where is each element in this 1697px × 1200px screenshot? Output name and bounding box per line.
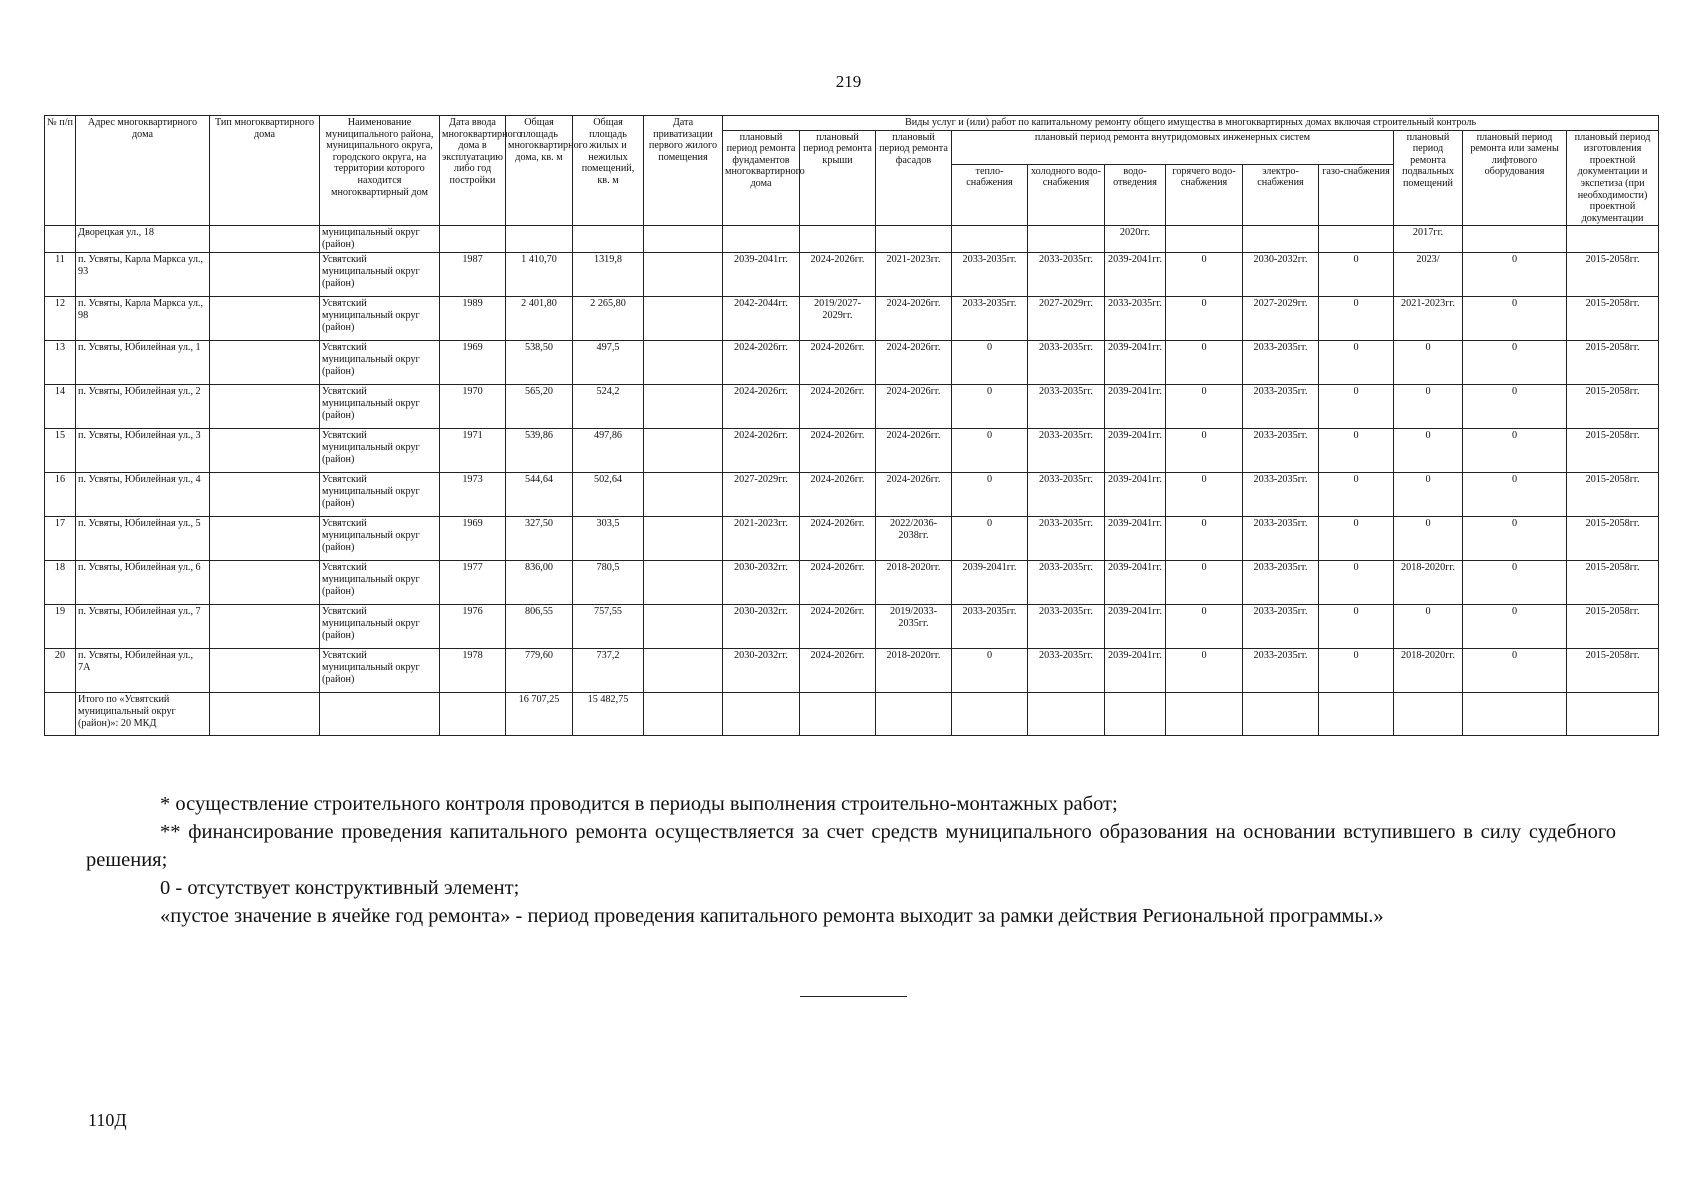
cell-privatization — [644, 341, 723, 385]
cell-electric: 2033-2035гг. — [1243, 649, 1319, 693]
header-total-area: Общая площадь многоквартирного дома, кв. м — [506, 116, 573, 226]
cell-cold-water: 2033-2035гг. — [1028, 429, 1105, 473]
table-row — [45, 253, 1659, 297]
cell-drainage: 2039-2041гг. — [1105, 253, 1166, 297]
cell-basement: 0 — [1394, 473, 1463, 517]
cell-elevator: 0 — [1463, 517, 1567, 561]
note-empty-meaning: «пустое значение в ячейке год ремонта» - период проведения капитального ремонта выходит за рамки действия Региональной программы.» — [160, 905, 1384, 927]
cell-foundation: 2021-2023гг. — [723, 517, 800, 561]
bottom-divider — [800, 996, 907, 997]
cell-num: 20 — [45, 649, 76, 693]
cell-num — [45, 226, 76, 253]
cell-roof: 2024-2026гг. — [800, 253, 876, 297]
cell-year: 1989 — [440, 297, 506, 341]
cell-house-type — [210, 297, 320, 341]
cell-house-type — [210, 473, 320, 517]
header-okrug: Наименование муниципального района, муниципального округа, городского округа, на территории которого находится многоквартирный дом — [320, 116, 440, 226]
cell-hot-water: 0 — [1166, 561, 1243, 605]
cell-year: 1969 — [440, 341, 506, 385]
table-row — [45, 297, 1659, 341]
header-privatization: Дата приватизации первого жилого помещения — [644, 116, 723, 226]
cell-gas — [1319, 693, 1394, 736]
cell-basement: 0 — [1394, 517, 1463, 561]
cell-house-type — [210, 429, 320, 473]
cell-cold-water: 2033-2035гг. — [1028, 649, 1105, 693]
cell-roof: 2024-2026гг. — [800, 517, 876, 561]
cell-house-type — [210, 693, 320, 736]
cell-roof: 2024-2026гг. — [800, 473, 876, 517]
cell-hot-water: 0 — [1166, 341, 1243, 385]
cell-electric: 2033-2035гг. — [1243, 561, 1319, 605]
table-row — [45, 341, 1659, 385]
header-works-group: Виды услуг и (или) работ по капитальному ремонту общего имущества в многоквартирных домах включая строительный контроль — [723, 116, 1659, 131]
cell-facade — [876, 693, 952, 736]
cell-cold-water: 2033-2035гг. — [1028, 385, 1105, 429]
cell-living-area: 502,64 — [573, 473, 644, 517]
table-row-continuation — [45, 226, 1659, 253]
header-gas: газо-снабжения — [1319, 164, 1394, 226]
cell-drainage — [1105, 693, 1166, 736]
cell-electric: 2033-2035гг. — [1243, 385, 1319, 429]
cell-roof: 2019/2027-2029гг. — [800, 297, 876, 341]
cell-year: 1970 — [440, 385, 506, 429]
cell-hot-water: 0 — [1166, 385, 1243, 429]
cell-elevator — [1463, 226, 1567, 253]
table-row — [45, 429, 1659, 473]
cell-drainage: 2039-2041гг. — [1105, 429, 1166, 473]
cell-gas: 0 — [1319, 297, 1394, 341]
cell-year: 1987 — [440, 253, 506, 297]
cell-heat: 2039-2041гг. — [952, 561, 1028, 605]
cell-okrug: Усвятский муниципальный округ (район) — [320, 253, 440, 297]
cell-design-docs: 2015-2058гг. — [1567, 473, 1659, 517]
cell-hot-water: 0 — [1166, 649, 1243, 693]
cell-facade: 2024-2026гг. — [876, 473, 952, 517]
cell-gas: 0 — [1319, 517, 1394, 561]
cell-basement: 0 — [1394, 385, 1463, 429]
cell-gas: 0 — [1319, 385, 1394, 429]
table-body — [45, 226, 1659, 693]
header-foundation: плановый период ремонта фундаментов многоквартирного дома — [723, 130, 800, 226]
cell-elevator: 0 — [1463, 429, 1567, 473]
cell-privatization — [644, 253, 723, 297]
cell-facade: 2018-2020гг. — [876, 649, 952, 693]
cell-gas: 0 — [1319, 473, 1394, 517]
cell-num: 16 — [45, 473, 76, 517]
cell-design-docs: 2015-2058гг. — [1567, 561, 1659, 605]
cell-drainage: 2039-2041гг. — [1105, 561, 1166, 605]
cell-total-area: 779,60 — [506, 649, 573, 693]
cell-hot-water — [1166, 226, 1243, 253]
cell-okrug: Усвятский муниципальный округ (район) — [320, 341, 440, 385]
cell-heat: 0 — [952, 429, 1028, 473]
cell-design-docs — [1567, 693, 1659, 736]
cell-elevator: 0 — [1463, 473, 1567, 517]
cell-electric: 2033-2035гг. — [1243, 517, 1319, 561]
cell-design-docs: 2015-2058гг. — [1567, 341, 1659, 385]
cell-address: п. Усвяты, Юбилейная ул., 4 — [76, 473, 210, 517]
cell-cold-water — [1028, 226, 1105, 253]
cell-num: 17 — [45, 517, 76, 561]
cell-house-type — [210, 226, 320, 253]
cell-foundation: 2030-2032гг. — [723, 561, 800, 605]
cell-gas: 0 — [1319, 253, 1394, 297]
cell-okrug: Усвятский муниципальный округ (район) — [320, 605, 440, 649]
capital-repair-table — [44, 115, 1659, 736]
header-num: № п/п — [45, 116, 76, 226]
cell-cold-water: 2027-2029гг. — [1028, 297, 1105, 341]
cell-hot-water: 0 — [1166, 517, 1243, 561]
cell-year: 1976 — [440, 605, 506, 649]
cell-gas: 0 — [1319, 561, 1394, 605]
cell-num: 11 — [45, 253, 76, 297]
cell-privatization — [644, 693, 723, 736]
cell-num: 12 — [45, 297, 76, 341]
cell-privatization — [644, 297, 723, 341]
cell-living-area — [573, 226, 644, 253]
notes-block — [86, 790, 1616, 930]
cell-cold-water: 2033-2035гг. — [1028, 517, 1105, 561]
total-label: Итого по «Усвятский муниципальный округ (район)»: 20 МКД — [76, 693, 210, 736]
cell-total-area: 327,50 — [506, 517, 573, 561]
cell-privatization — [644, 473, 723, 517]
cell-gas: 0 — [1319, 429, 1394, 473]
cell-okrug: Усвятский муниципальный округ (район) — [320, 297, 440, 341]
cell-heat — [952, 226, 1028, 253]
cell-basement: 2023/ — [1394, 253, 1463, 297]
cell-gas: 0 — [1319, 341, 1394, 385]
cell-electric: 2033-2035гг. — [1243, 473, 1319, 517]
cell-roof: 2024-2026гг. — [800, 649, 876, 693]
cell-design-docs — [1567, 226, 1659, 253]
header-address: Адрес многоквартирного дома — [76, 116, 210, 226]
cell-electric: 2030-2032гг. — [1243, 253, 1319, 297]
table-row — [45, 517, 1659, 561]
header-elevator: плановый период ремонта или замены лифтового оборудования — [1463, 130, 1567, 226]
cell-facade: 2022/2036-2038гг. — [876, 517, 952, 561]
cell-house-type — [210, 561, 320, 605]
cell-okrug — [320, 693, 440, 736]
cell-hot-water: 0 — [1166, 429, 1243, 473]
total-area-sum: 16 707,25 — [506, 693, 573, 736]
cell-foundation: 2030-2032гг. — [723, 605, 800, 649]
cell-total-area: 539,86 — [506, 429, 573, 473]
cell-hot-water: 0 — [1166, 473, 1243, 517]
cell-basement: 2018-2020гг. — [1394, 561, 1463, 605]
page-number: 219 — [835, 72, 862, 91]
cell-design-docs: 2015-2058гг. — [1567, 605, 1659, 649]
cell-address: п. Усвяты, Юбилейная ул., 6 — [76, 561, 210, 605]
cell-design-docs: 2015-2058гг. — [1567, 517, 1659, 561]
cell-cold-water — [1028, 693, 1105, 736]
cell-elevator — [1463, 693, 1567, 736]
cell-house-type — [210, 605, 320, 649]
cell-address: п. Усвяты, Юбилейная ул., 3 — [76, 429, 210, 473]
cell-electric: 2033-2035гг. — [1243, 341, 1319, 385]
cell-year: 1971 — [440, 429, 506, 473]
cell-address: п. Усвяты, Юбилейная ул., 7 — [76, 605, 210, 649]
cell-year — [440, 693, 506, 736]
cell-gas — [1319, 226, 1394, 253]
cell-elevator: 0 — [1463, 385, 1567, 429]
cell-elevator: 0 — [1463, 253, 1567, 297]
header-design-docs: плановый период изготовления проектной документации и экспетиза (при необходимости) проектной документации — [1567, 130, 1659, 226]
cell-okrug: Усвятский муниципальный округ (район) — [320, 429, 440, 473]
cell-total-area: 2 401,80 — [506, 297, 573, 341]
table-row-total — [45, 693, 1659, 736]
cell-total-area — [506, 226, 573, 253]
cell-heat: 2033-2035гг. — [952, 297, 1028, 341]
cell-total-area: 1 410,70 — [506, 253, 573, 297]
header-facade: плановый период ремонта фасадов — [876, 130, 952, 226]
cell-address: п. Усвяты, Юбилейная ул., 2 — [76, 385, 210, 429]
cell-privatization — [644, 605, 723, 649]
cell-heat: 0 — [952, 385, 1028, 429]
cell-address: п. Усвяты, Юбилейная ул., 5 — [76, 517, 210, 561]
note-construction-control: * осуществление строительного контроля проводится в периоды выполнения строительно-монтажных работ; — [160, 793, 1118, 815]
cell-heat: 0 — [952, 341, 1028, 385]
cell-total-area: 565,20 — [506, 385, 573, 429]
cell-okrug: Усвятский муниципальный округ (район) — [320, 649, 440, 693]
header-roof: плановый период ремонта крыши — [800, 130, 876, 226]
cell-facade: 2024-2026гг. — [876, 341, 952, 385]
cell-foundation: 2027-2029гг. — [723, 473, 800, 517]
cell-basement: 2021-2023гг. — [1394, 297, 1463, 341]
header-basement: плановый период ремонта подвальных помещений — [1394, 130, 1463, 226]
cell-house-type — [210, 253, 320, 297]
header-hot-water: горячего водо-снабжения — [1166, 164, 1243, 226]
cell-living-area: 524,2 — [573, 385, 644, 429]
cell-house-type — [210, 649, 320, 693]
cell-cold-water: 2033-2035гг. — [1028, 253, 1105, 297]
cell-design-docs: 2015-2058гг. — [1567, 253, 1659, 297]
cell-basement: 2018-2020гг. — [1394, 649, 1463, 693]
capital-repair-table-wrapper — [44, 115, 1658, 736]
cell-heat: 0 — [952, 649, 1028, 693]
cell-design-docs: 2015-2058гг. — [1567, 649, 1659, 693]
cell-cold-water: 2033-2035гг. — [1028, 341, 1105, 385]
cell-drainage: 2039-2041гг. — [1105, 649, 1166, 693]
cell-year: 1969 — [440, 517, 506, 561]
cell-living-area: 2 265,80 — [573, 297, 644, 341]
cell-foundation: 2039-2041гг. — [723, 253, 800, 297]
header-house-type: Тип многоквартирного дома — [210, 116, 320, 226]
cell-okrug: Усвятский муниципальный округ (район) — [320, 517, 440, 561]
cell-year: 1973 — [440, 473, 506, 517]
cell-hot-water: 0 — [1166, 297, 1243, 341]
footer-code: 110Д — [88, 1110, 127, 1130]
header-commission-date: Дата ввода многоквартирного дома в эксплуатацию либо год постройки — [440, 116, 506, 226]
cell-living-area: 737,2 — [573, 649, 644, 693]
header-electric: электро-снабжения — [1243, 164, 1319, 226]
cell-roof — [800, 226, 876, 253]
note-zero-meaning: 0 - отсутствует конструктивный элемент; — [160, 877, 520, 899]
cell-living-area: 1319,8 — [573, 253, 644, 297]
cell-address: п. Усвяты, Карла Маркса ул., 98 — [76, 297, 210, 341]
cell-privatization — [644, 429, 723, 473]
cell-foundation: 2042-2044гг. — [723, 297, 800, 341]
cell-privatization — [644, 385, 723, 429]
cell-elevator: 0 — [1463, 605, 1567, 649]
cell-total-area: 538,50 — [506, 341, 573, 385]
header-living-area: Общая площадь жилых и нежилых помещений, кв. м — [573, 116, 644, 226]
cell-facade: 2024-2026гг. — [876, 429, 952, 473]
cell-total-area: 836,00 — [506, 561, 573, 605]
living-area-sum: 15 482,75 — [573, 693, 644, 736]
cell-basement: 2017гг. — [1394, 226, 1463, 253]
cell-living-area: 780,5 — [573, 561, 644, 605]
cell-facade: 2019/2033-2035гг. — [876, 605, 952, 649]
cell-drainage: 2020гг. — [1105, 226, 1166, 253]
cell-hot-water — [1166, 693, 1243, 736]
cell-drainage: 2033-2035гг. — [1105, 297, 1166, 341]
header-engineering-group: плановый период ремонта внутридомовых инженерных систем — [952, 130, 1394, 164]
cell-num: 15 — [45, 429, 76, 473]
cell-electric — [1243, 226, 1319, 253]
cell-basement: 0 — [1394, 429, 1463, 473]
cell-heat: 2033-2035гг. — [952, 253, 1028, 297]
cell-gas: 0 — [1319, 605, 1394, 649]
cell-okrug: Усвятский муниципальный округ (район) — [320, 385, 440, 429]
cell-total-area: 806,55 — [506, 605, 573, 649]
table-row — [45, 385, 1659, 429]
cell-design-docs: 2015-2058гг. — [1567, 429, 1659, 473]
cell-roof: 2024-2026гг. — [800, 561, 876, 605]
cell-drainage: 2039-2041гг. — [1105, 473, 1166, 517]
cell-num: 13 — [45, 341, 76, 385]
cell-roof: 2024-2026гг. — [800, 341, 876, 385]
cell-address: п. Усвяты, Карла Маркса ул., 93 — [76, 253, 210, 297]
cell-cold-water: 2033-2035гг. — [1028, 605, 1105, 649]
cell-address: п. Усвяты, Юбилейная ул., 1 — [76, 341, 210, 385]
cell-roof: 2024-2026гг. — [800, 385, 876, 429]
cell-roof — [800, 693, 876, 736]
cell-elevator: 0 — [1463, 649, 1567, 693]
cell-elevator: 0 — [1463, 341, 1567, 385]
cell-house-type — [210, 341, 320, 385]
cell-hot-water: 0 — [1166, 605, 1243, 649]
cell-num: 19 — [45, 605, 76, 649]
header-cold-water: холодного водо-снабжения — [1028, 164, 1105, 226]
cell-privatization — [644, 649, 723, 693]
cell-house-type — [210, 517, 320, 561]
cell-house-type — [210, 385, 320, 429]
table-row — [45, 561, 1659, 605]
cell-privatization — [644, 561, 723, 605]
cell-foundation: 2024-2026гг. — [723, 429, 800, 473]
cell-design-docs: 2015-2058гг. — [1567, 297, 1659, 341]
cell-year: 1977 — [440, 561, 506, 605]
cell-address: Дворецкая ул., 18 — [76, 226, 210, 253]
cell-heat: 0 — [952, 473, 1028, 517]
cell-total-area: 544,64 — [506, 473, 573, 517]
cell-electric: 2033-2035гг. — [1243, 429, 1319, 473]
cell-okrug: Усвятский муниципальный округ (район) — [320, 473, 440, 517]
cell-year: 1978 — [440, 649, 506, 693]
cell-elevator: 0 — [1463, 297, 1567, 341]
cell-roof: 2024-2026гг. — [800, 605, 876, 649]
cell-electric — [1243, 693, 1319, 736]
note-financing: ** финансирование проведения капитального ремонта осуществляется за счет средств муниципального образования на основании вступившего в силу судебного решения; — [86, 821, 1616, 871]
cell-num — [45, 693, 76, 736]
cell-drainage: 2039-2041гг. — [1105, 517, 1166, 561]
cell-basement — [1394, 693, 1463, 736]
cell-okrug: муниципальный округ (район) — [320, 226, 440, 253]
cell-privatization — [644, 517, 723, 561]
table-row — [45, 473, 1659, 517]
cell-heat: 0 — [952, 517, 1028, 561]
cell-living-area: 497,86 — [573, 429, 644, 473]
cell-facade: 2024-2026гг. — [876, 385, 952, 429]
cell-basement: 0 — [1394, 605, 1463, 649]
cell-electric: 2027-2029гг. — [1243, 297, 1319, 341]
cell-foundation: 2024-2026гг. — [723, 385, 800, 429]
cell-foundation — [723, 693, 800, 736]
table-row — [45, 605, 1659, 649]
cell-facade — [876, 226, 952, 253]
cell-foundation: 2024-2026гг. — [723, 341, 800, 385]
cell-num: 18 — [45, 561, 76, 605]
cell-gas: 0 — [1319, 649, 1394, 693]
cell-privatization — [644, 226, 723, 253]
cell-okrug: Усвятский муниципальный округ (район) — [320, 561, 440, 605]
cell-cold-water: 2033-2035гг. — [1028, 561, 1105, 605]
cell-electric: 2033-2035гг. — [1243, 605, 1319, 649]
cell-facade: 2021-2023гг. — [876, 253, 952, 297]
cell-living-area: 497,5 — [573, 341, 644, 385]
cell-hot-water: 0 — [1166, 253, 1243, 297]
cell-drainage: 2039-2041гг. — [1105, 385, 1166, 429]
cell-cold-water: 2033-2035гг. — [1028, 473, 1105, 517]
cell-heat — [952, 693, 1028, 736]
cell-facade: 2018-2020гг. — [876, 561, 952, 605]
cell-foundation — [723, 226, 800, 253]
cell-basement: 0 — [1394, 341, 1463, 385]
cell-living-area: 303,5 — [573, 517, 644, 561]
cell-drainage: 2039-2041гг. — [1105, 605, 1166, 649]
cell-num: 14 — [45, 385, 76, 429]
header-heat: тепло-снабжения — [952, 164, 1028, 226]
table-row — [45, 649, 1659, 693]
cell-roof: 2024-2026гг. — [800, 429, 876, 473]
cell-drainage: 2039-2041гг. — [1105, 341, 1166, 385]
cell-elevator: 0 — [1463, 561, 1567, 605]
cell-facade: 2024-2026гг. — [876, 297, 952, 341]
cell-design-docs: 2015-2058гг. — [1567, 385, 1659, 429]
cell-living-area: 757,55 — [573, 605, 644, 649]
header-drainage: водо-отведения — [1105, 164, 1166, 226]
cell-year — [440, 226, 506, 253]
cell-address: п. Усвяты, Юбилейная ул., 7А — [76, 649, 210, 693]
cell-heat: 2033-2035гг. — [952, 605, 1028, 649]
cell-foundation: 2030-2032гг. — [723, 649, 800, 693]
